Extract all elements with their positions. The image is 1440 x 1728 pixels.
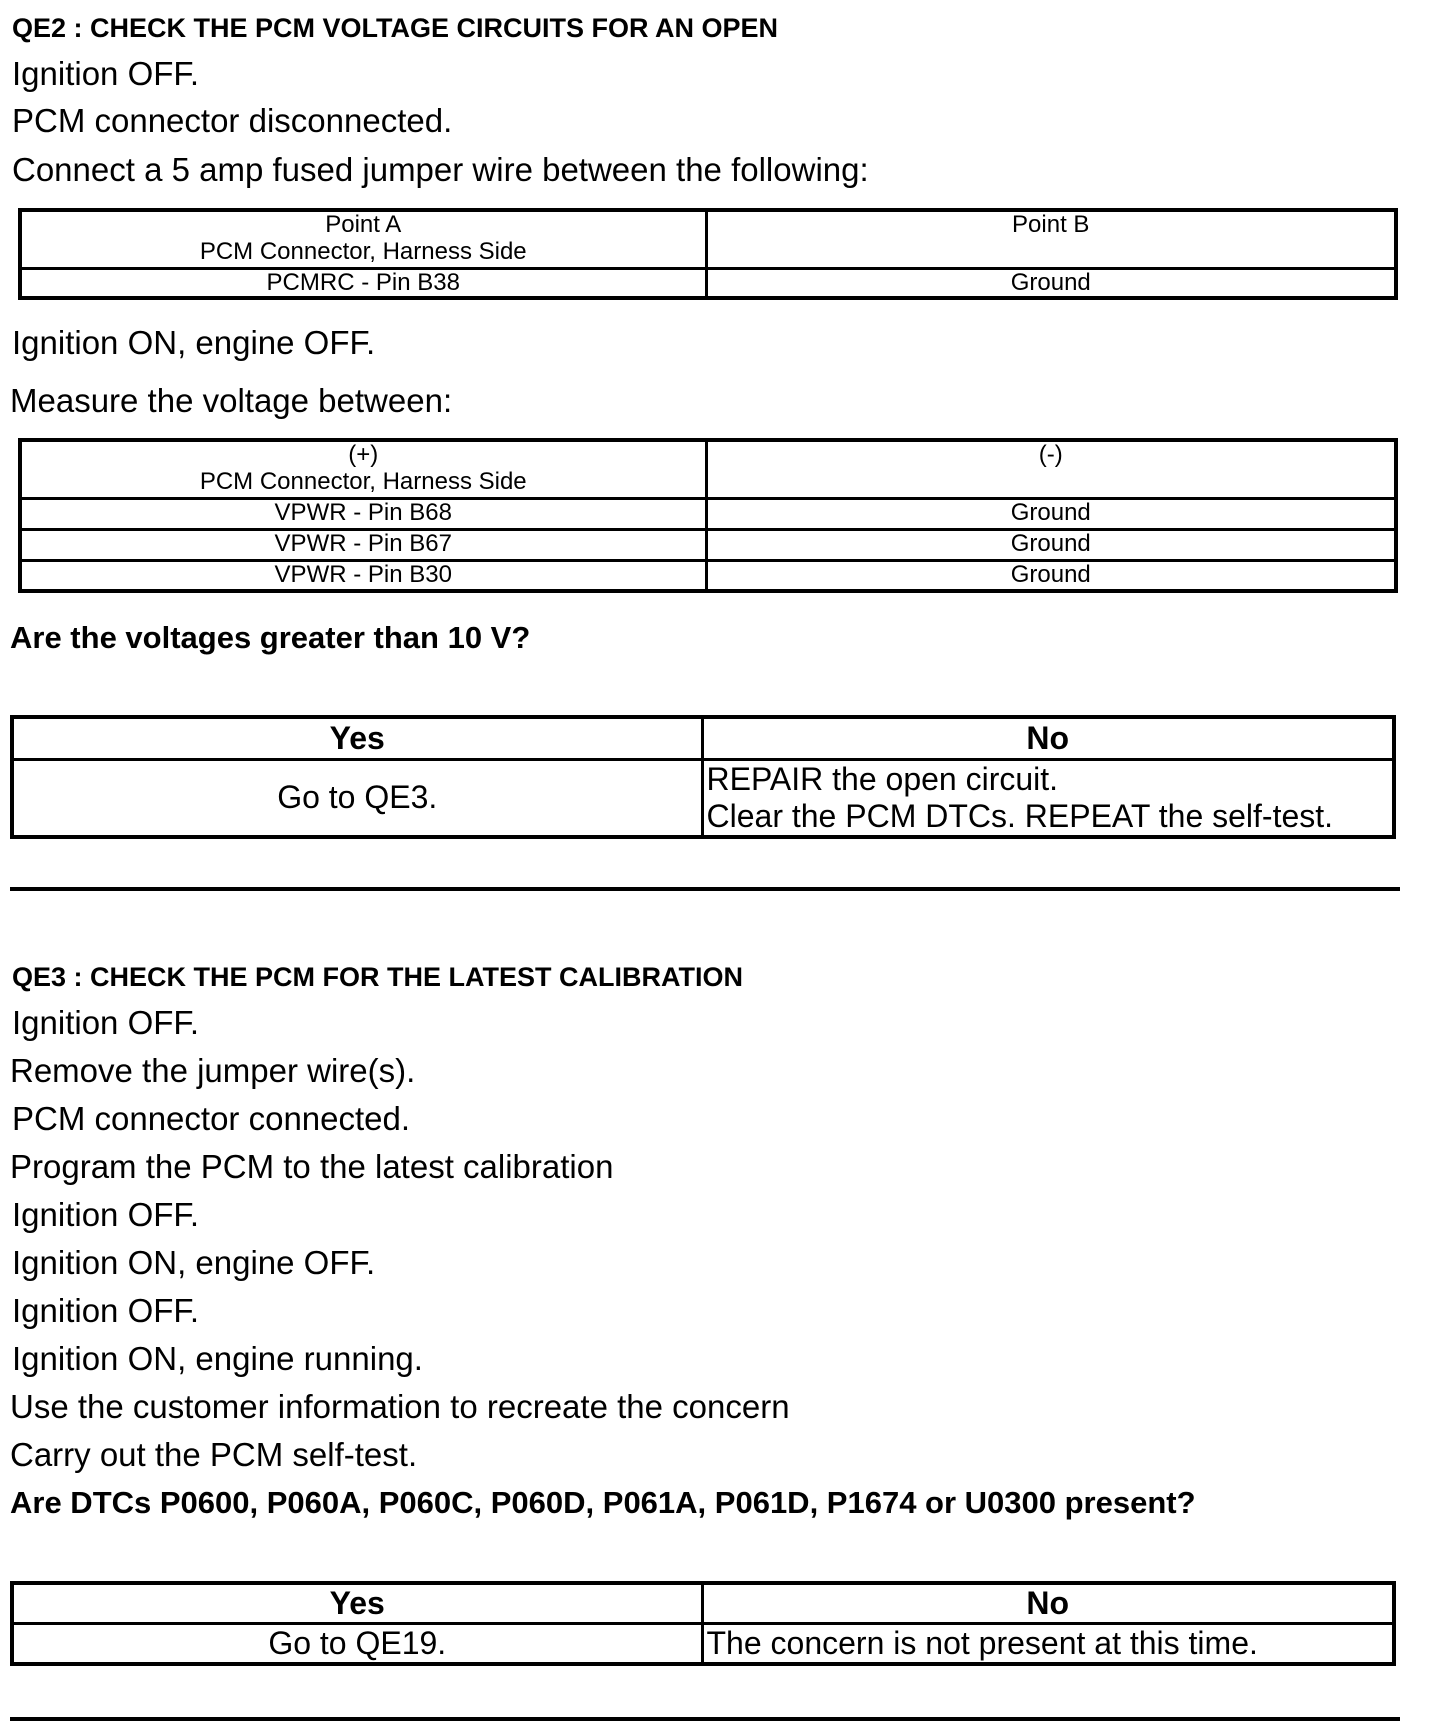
answer-no-line-1: REPAIR the open circuit. bbox=[706, 760, 1059, 797]
qe3-question: Are DTCs P0600, P060A, P060C, P060D, P061A, P061D, P1674 or U0300 present? bbox=[10, 1485, 1196, 1520]
voltage-row-negative: Ground bbox=[706, 560, 1396, 591]
table-row bbox=[12, 1623, 1394, 1663]
voltage-row-positive: VPWR - Pin B30 bbox=[20, 560, 706, 591]
voltage-row-negative: Ground bbox=[706, 498, 1396, 529]
answer-no-header: No bbox=[702, 717, 1394, 759]
section-divider bbox=[10, 1717, 1400, 1721]
answer-yes-header: Yes bbox=[12, 1583, 702, 1623]
answer-no-cell: The concern is not present at this time. bbox=[702, 1623, 1394, 1663]
jumper-header-point-b: Point B bbox=[706, 210, 1396, 268]
jumper-header-point-a-label: Point A bbox=[325, 211, 402, 238]
qe3-step-3: PCM connector connected. bbox=[12, 1100, 411, 1137]
qe3-step-1: Ignition OFF. bbox=[12, 1004, 200, 1041]
section-divider bbox=[10, 887, 1400, 891]
table-row bbox=[20, 529, 1396, 560]
qe3-step-2: Remove the jumper wire(s). bbox=[10, 1052, 416, 1089]
answer-yes-cell: Go to QE19. bbox=[12, 1623, 702, 1663]
table-row bbox=[12, 759, 1394, 837]
jumper-header-point-a bbox=[20, 210, 706, 268]
table-row bbox=[20, 560, 1396, 591]
answer-header-row bbox=[12, 1583, 1394, 1623]
voltage-header-positive-label: (+) bbox=[348, 441, 379, 468]
answer-no-cell bbox=[702, 759, 1394, 837]
qe3-step-5: Ignition OFF. bbox=[12, 1196, 200, 1233]
answer-yes-header: Yes bbox=[12, 717, 702, 759]
qe3-step-6: Ignition ON, engine OFF. bbox=[12, 1244, 376, 1281]
qe2-question: Are the voltages greater than 10 V? bbox=[10, 620, 531, 655]
answer-no-header: No bbox=[702, 1583, 1394, 1623]
voltage-row-positive: VPWR - Pin B67 bbox=[20, 529, 706, 560]
answer-yes-cell: Go to QE3. bbox=[12, 759, 702, 837]
answer-no-line-2: Clear the PCM DTCs. REPEAT the self-test. bbox=[706, 797, 1334, 834]
qe3-step-8: Ignition ON, engine running. bbox=[12, 1340, 423, 1377]
qe3-step-10: Carry out the PCM self-test. bbox=[10, 1436, 418, 1473]
qe2-step-measure: Measure the voltage between: bbox=[10, 382, 453, 419]
voltage-table bbox=[18, 438, 1398, 593]
voltage-header-positive-sublabel: PCM Connector, Harness Side bbox=[199, 467, 527, 495]
table-row bbox=[20, 498, 1396, 529]
table-row bbox=[20, 268, 1396, 298]
qe3-step-9: Use the customer information to recreate the concern bbox=[10, 1388, 790, 1425]
jumper-row-point-a: PCMRC - Pin B38 bbox=[20, 268, 706, 298]
voltage-table-header-row bbox=[20, 440, 1396, 498]
qe3-step-7: Ignition OFF. bbox=[12, 1292, 200, 1329]
jumper-row-point-b: Ground bbox=[706, 268, 1396, 298]
qe2-step-2: PCM connector disconnected. bbox=[12, 102, 453, 139]
qe2-step-ignition-on: Ignition ON, engine OFF. bbox=[12, 324, 376, 361]
jumper-table bbox=[18, 208, 1398, 300]
qe3-step-4: Program the PCM to the latest calibration bbox=[10, 1148, 614, 1185]
voltage-row-positive: VPWR - Pin B68 bbox=[20, 498, 706, 529]
jumper-header-point-a-sublabel: PCM Connector, Harness Side bbox=[199, 237, 527, 265]
qe2-answer-table bbox=[10, 715, 1396, 839]
qe2-step-3: Connect a 5 amp fused jumper wire between the following: bbox=[12, 151, 869, 188]
qe2-heading: QE2 : CHECK THE PCM VOLTAGE CIRCUITS FOR AN OPEN bbox=[12, 13, 779, 43]
qe3-answer-table bbox=[10, 1581, 1396, 1666]
voltage-header-positive bbox=[20, 440, 706, 498]
voltage-header-negative: (-) bbox=[706, 440, 1396, 498]
voltage-row-negative: Ground bbox=[706, 529, 1396, 560]
qe2-step-1: Ignition OFF. bbox=[12, 55, 200, 92]
answer-header-row bbox=[12, 717, 1394, 759]
qe3-heading: QE3 : CHECK THE PCM FOR THE LATEST CALIBRATION bbox=[12, 962, 743, 992]
jumper-table-header-row bbox=[20, 210, 1396, 268]
